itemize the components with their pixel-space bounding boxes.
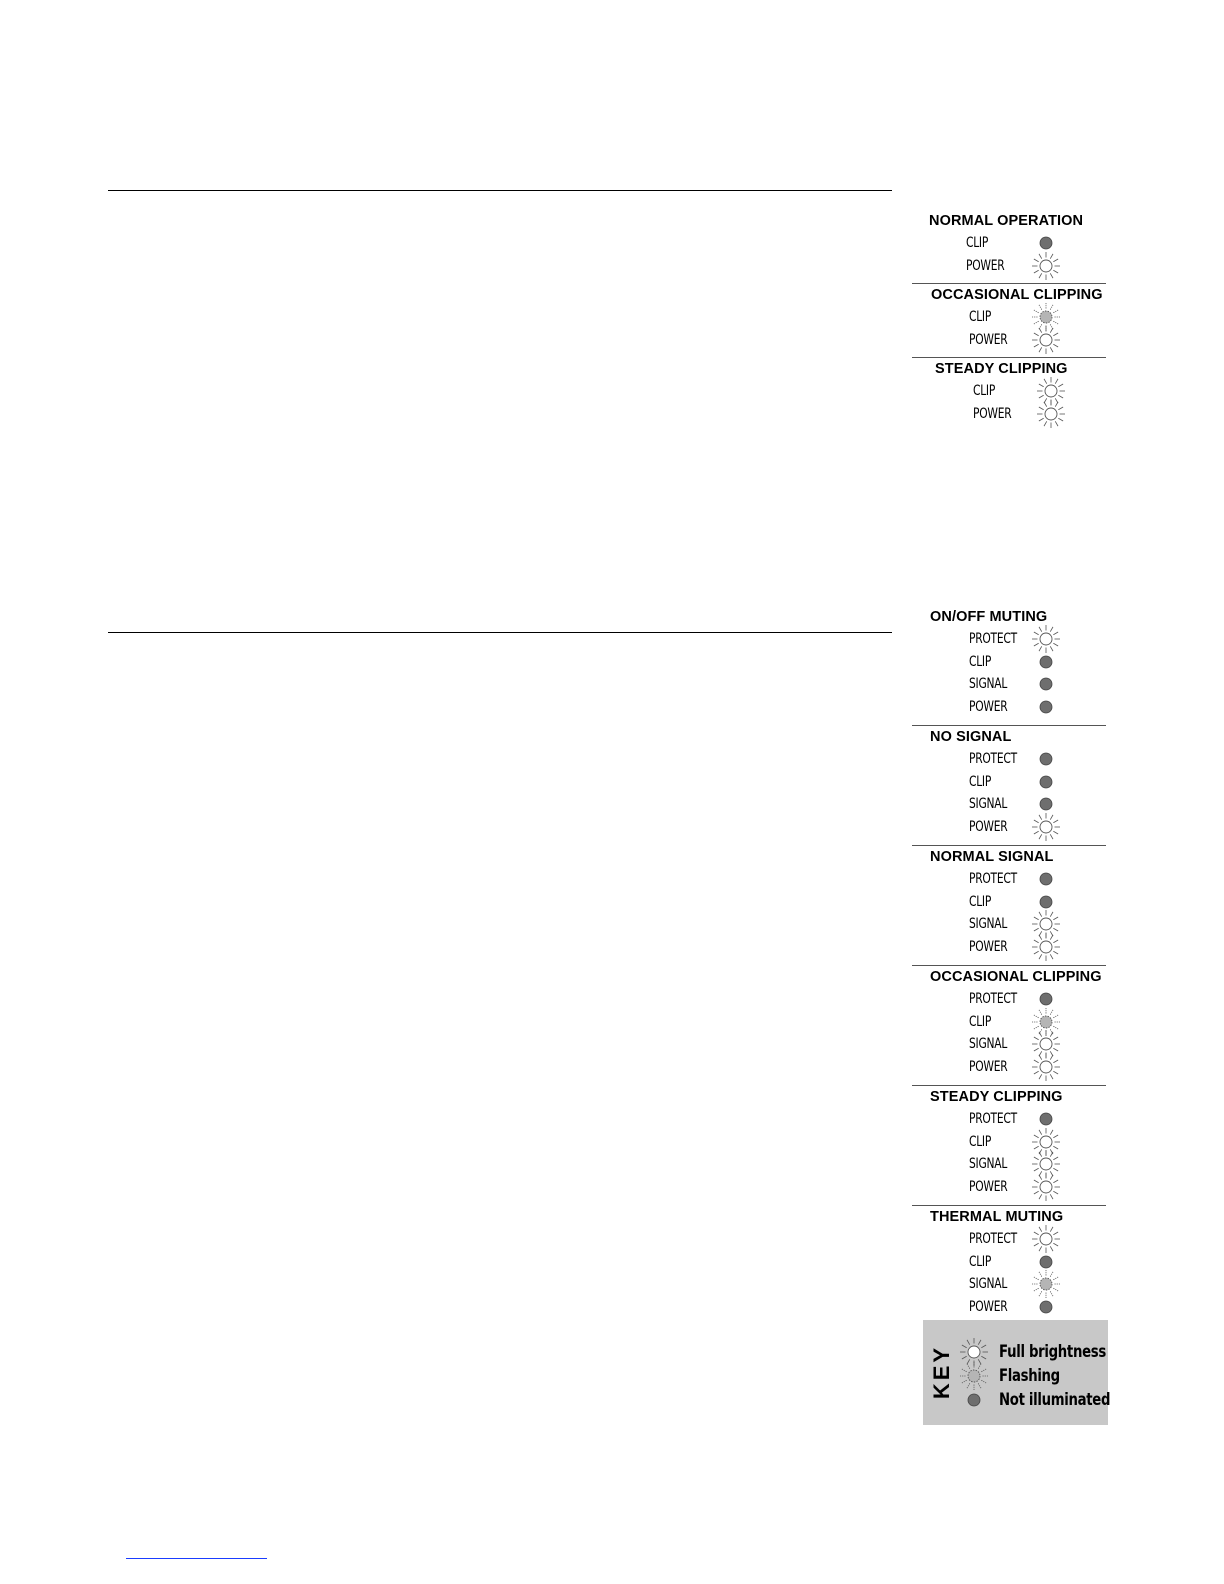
led-panel-basic [912,210,1106,431]
led-row [912,936,1106,959]
led-label: PROTECT [969,1111,1017,1127]
led-row [912,793,1106,816]
led-label: POWER [969,1178,1008,1195]
led-full-icon [1031,932,1061,962]
led-row [912,1176,1106,1199]
key-item-label: Not illuminated [999,1390,1111,1410]
led-row [912,651,1106,674]
led-full-icon [1031,251,1061,281]
led-state-group [912,845,1106,965]
led-row [912,673,1106,696]
led-label: POWER [966,257,1005,274]
led-label: CLIP [969,773,992,790]
led-label: SIGNAL [969,1156,1008,1172]
led-label: POWER [969,818,1008,835]
led-state-title: THERMAL MUTING [930,1209,1064,1225]
led-label: SIGNAL [969,1036,1008,1052]
led-full-icon [1031,1052,1061,1082]
led-row [912,868,1106,891]
led-row [912,380,1106,403]
led-label: PROTECT [969,631,1017,647]
led-row [912,403,1106,426]
led-row [912,891,1106,914]
led-state-group [912,965,1106,1085]
led-label: CLIP [969,1133,992,1150]
led-label: CLIP [969,309,992,325]
led-label: POWER [969,698,1008,715]
led-row [912,1228,1106,1251]
led-row [912,232,1106,255]
led-row [912,1033,1106,1056]
led-label: CLIP [966,235,989,251]
led-label: POWER [969,1298,1008,1315]
led-state-group [912,606,1106,725]
led-state-title: NORMAL OPERATION [929,213,1084,229]
led-row [912,816,1106,839]
led-state-group [912,1205,1106,1325]
led-label: SIGNAL [969,916,1008,932]
key-item-off [959,1388,1109,1412]
led-panel-extended [912,606,1106,1325]
led-state-title: OCCASIONAL CLIPPING [931,287,1103,303]
led-row [912,1108,1106,1131]
section-rule-middle [108,632,892,633]
led-state-group [912,1085,1106,1205]
led-state-title: ON/OFF MUTING [930,609,1048,625]
led-label: POWER [969,938,1008,955]
led-state-title: STEADY CLIPPING [930,1089,1063,1105]
key-item-label: Flashing [999,1366,1060,1386]
led-state-title: NO SIGNAL [930,729,1012,745]
led-row [912,628,1106,651]
key-heading: KEY [929,1344,954,1400]
led-full-icon [1036,399,1066,429]
led-state-title: STEADY CLIPPING [935,361,1068,377]
led-label: CLIP [969,653,992,670]
led-row [912,748,1106,771]
led-label: SIGNAL [969,1276,1008,1292]
section-rule-top [108,190,892,191]
led-state-group [912,283,1106,357]
led-label: CLIP [969,1253,992,1270]
led-row [912,329,1106,352]
led-row [912,1296,1106,1319]
led-label: PROTECT [969,751,1017,767]
led-label: CLIP [969,1013,992,1030]
led-full-icon [1031,325,1061,355]
led-row [912,1153,1106,1176]
led-state-title: OCCASIONAL CLIPPING [930,969,1102,985]
key-item-label: Full brightness [999,1342,1106,1362]
led-row [912,1273,1106,1296]
led-label: PROTECT [969,871,1017,887]
led-state-group [912,210,1106,283]
led-label: CLIP [969,893,992,910]
led-label: POWER [969,1058,1008,1075]
led-full-icon [1031,812,1061,842]
led-label: CLIP [973,383,996,399]
led-row [912,696,1106,719]
led-label: PROTECT [969,1231,1017,1247]
led-key-legend [923,1320,1111,1425]
led-row [912,306,1106,329]
led-not-illuminated-icon [959,1385,989,1415]
led-row [912,255,1106,278]
led-label: POWER [969,331,1008,348]
led-row [912,1056,1106,1079]
led-off-icon [1031,1292,1061,1322]
led-off-icon [1031,692,1061,722]
led-row [912,771,1106,794]
led-row [912,1251,1106,1274]
led-row [912,1131,1106,1154]
led-state-group [912,357,1106,431]
led-state-title: NORMAL SIGNAL [930,849,1054,865]
led-row [912,913,1106,936]
led-full-icon [1031,1172,1061,1202]
led-row [912,1011,1106,1034]
footer-link-underline[interactable] [126,1558,267,1559]
led-state-group [912,725,1106,845]
led-label: PROTECT [969,991,1017,1007]
led-label: SIGNAL [969,676,1008,692]
led-label: POWER [973,405,1012,422]
led-label: SIGNAL [969,796,1008,812]
led-row [912,988,1106,1011]
